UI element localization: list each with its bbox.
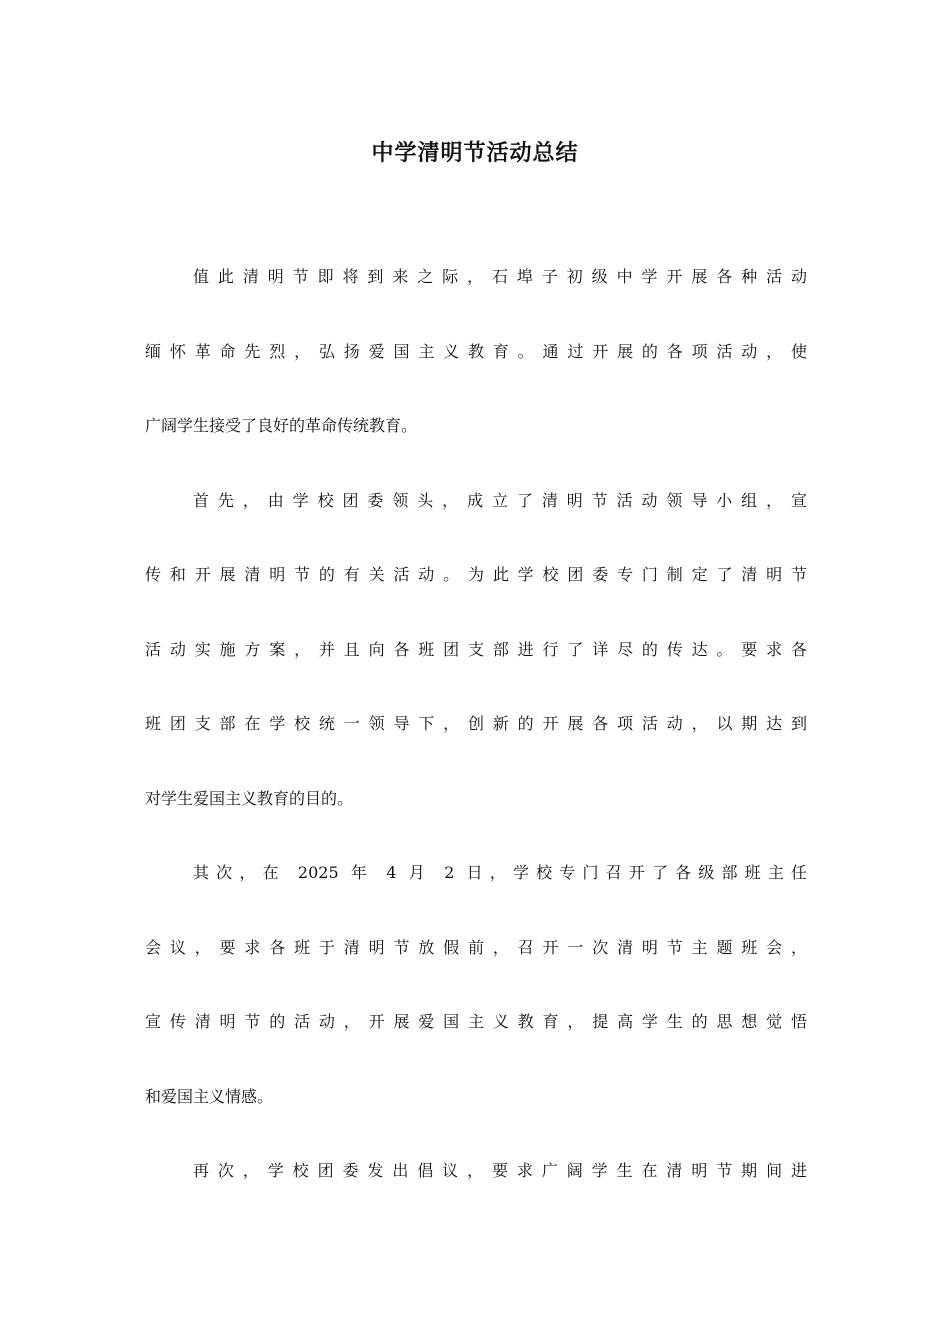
paragraph-line: 再次，学校团委发出倡议，要求广阔学生在清明节期间进 (193, 1161, 807, 1180)
paragraph-line: 活动实施方案，并且向各班团支部进行了详尽的传达。要求各 (145, 639, 807, 659)
paragraph-3 (145, 852, 807, 1150)
paragraph-line: 班团支部在学校统一领导下，创新的开展各项活动，以期达到 (145, 714, 807, 733)
paragraph-line: 传和开展清明节的有关活动。为此学校团委专门制定了清明节 (145, 565, 807, 584)
paragraph-line: 宣传清明节的活动，开展爱国主义教育，提高学生的思想觉悟 (145, 1012, 807, 1031)
paragraph-4 (145, 1150, 807, 1225)
document-body (145, 256, 807, 1225)
paragraph-2 (145, 480, 807, 853)
paragraph-line: 会议，要求各班于清明节放假前，召开一次清明节主题班会， (145, 937, 807, 957)
paragraph-line: 和爱国主义情感。 (145, 1086, 274, 1106)
document-title: 中学清明节活动总结 (371, 140, 579, 166)
paragraph-line: 对学生爱国主义教育的目的。 (145, 788, 354, 808)
paragraph-line: 值此清明节即将到来之际，石埠子初级中学开展各种活动 (193, 267, 807, 286)
paragraph-line: 缅怀革命先烈，弘扬爱国主义教育。通过开展的各项活动，使 (145, 341, 807, 361)
paragraph-line: 其次，在 2025 年 4 月 2 日，学校专门召开了各级部班主任 (193, 863, 807, 882)
paragraph-line: 首先，由学校团委领头，成立了清明节活动领导小组，宣 (193, 490, 807, 510)
paragraph-line: 广阔学生接受了良好的革命传统教育。 (145, 416, 418, 435)
paragraph-1 (145, 256, 807, 480)
